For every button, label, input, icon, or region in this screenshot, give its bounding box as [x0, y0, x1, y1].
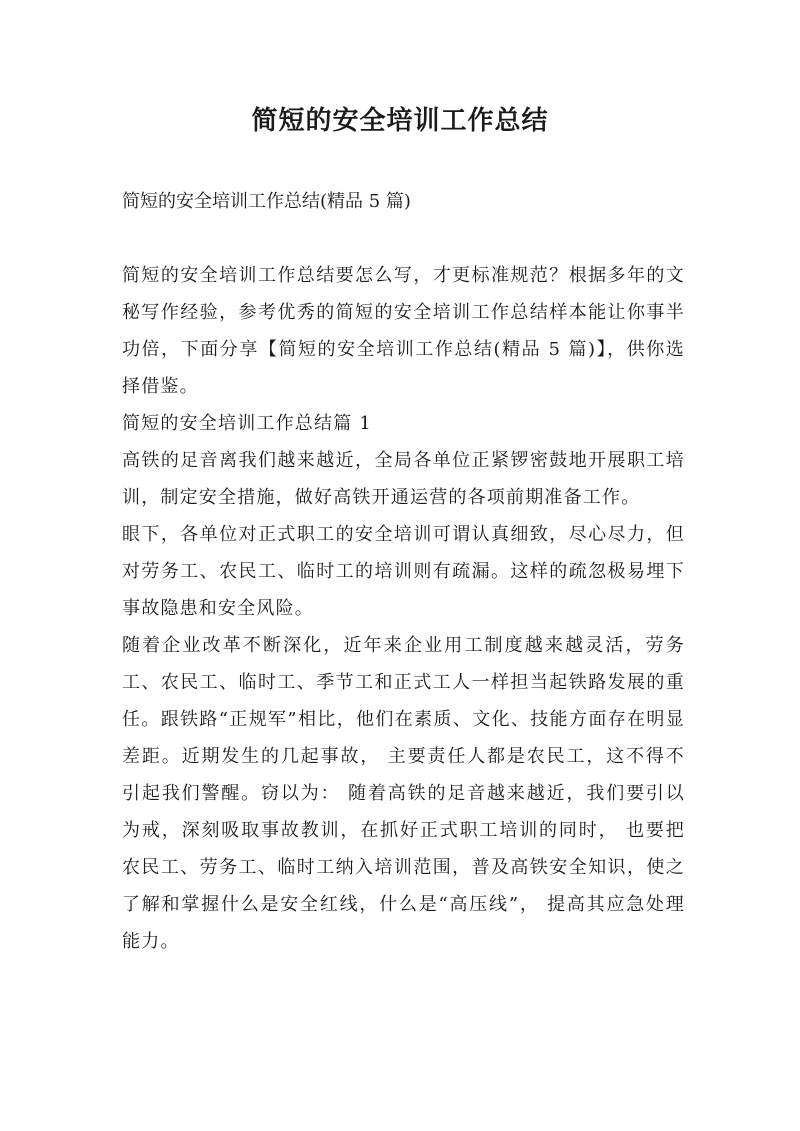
- section-heading: 简短的安全培训工作总结篇 1: [122, 413, 372, 434]
- document-subtitle: 简短的安全培训工作总结(精品 5 篇): [122, 191, 411, 212]
- intro-paragraph: 简短的安全培训工作总结要怎么写，才更标准规范？根据多年的文秘写作经验，参考优秀的简短的安全培训工作总结样本能让你事半功倍，下面分享【简短的安全培训工作总结(精品 5 篇)】，供你选择借鉴。: [122, 265, 685, 397]
- page-title: 简短的安全培训工作总结: [251, 106, 549, 136]
- document-body: [122, 257, 685, 960]
- body-paragraph: 眼下，各单位对正式职工的安全培训可谓认真细致，尽心尽力，但对劳务工、农民工、临时工的培训则有疏漏。这样的疏忽极易埋下事故隐患和安全风险。: [122, 524, 685, 619]
- body-paragraph: 随着企业改革不断深化，近年来企业用工制度越来越灵活，劳务工、农民工、临时工、季节工和正式工人一样担当起铁路发展的重任。跟铁路“正规军”相比，他们在素质、文化、技能方面存在明显差距。近期发生的几起事故， 主要责任人都是农民工，这不得不引起我们警醒。窃以为： 随着高铁的足音越来越近，我们要引以为戒，深刻吸取事故教训，在抓好正式职工培训的同时， 也要把农民工、劳务工、临时工纳入培训范围，普及高铁安全知识，使之了解和掌握什么是安全红线，什么是“高压线”， 提高其应急处理能力。: [122, 635, 685, 952]
- body-paragraph: 高铁的足音离我们越来越近，全局各单位正紧锣密鼓地开展职工培训，制定安全措施，做好高铁开通运营的各项前期准备工作。: [122, 450, 685, 508]
